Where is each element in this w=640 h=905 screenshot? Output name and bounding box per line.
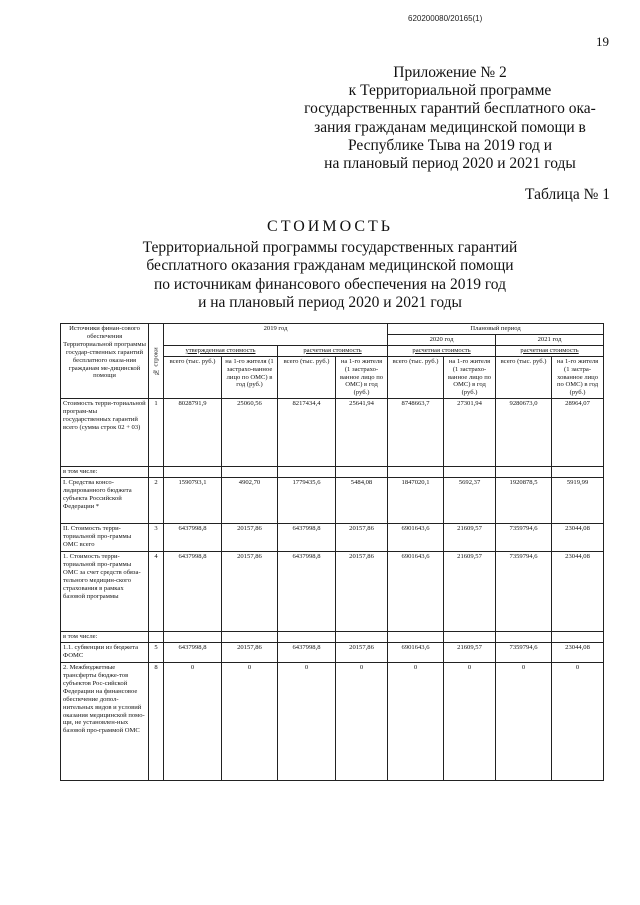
cell-value: 25060,56 [222,399,278,467]
document-title [120,218,540,313]
table-row [61,663,604,781]
row-label: в том числе: [61,467,149,478]
page-number: 19 [596,34,609,49]
cell-value: 8217434,4 [278,399,336,467]
cell-value: 25641,94 [336,399,388,467]
title-line: по источникам финансового обеспечения на 2019 год [154,275,506,293]
header-row-number: № строки [149,324,164,399]
row-number: 8 [149,663,164,781]
table-row [61,552,604,632]
cell-value: 23044,08 [552,552,604,632]
cell-value: 0 [496,663,552,781]
header-total: всего (тыс. руб.) [278,356,336,399]
cell-value: 1590793,1 [164,478,222,524]
cell-value: 20157,86 [336,524,388,552]
cell-value: 1847020,1 [388,478,444,524]
title-line: и на плановый период 2020 и 2021 годы [198,294,462,311]
header-calculated-cost: расчетная стоимость [278,345,388,356]
cell-value: 8028791,9 [164,399,222,467]
cell-value: 7359794,6 [496,552,552,632]
cell-value: 0 [552,663,604,781]
cell-value: 7359794,6 [496,643,552,663]
cell-value: 5692,37 [444,478,496,524]
cell-value: 23044,08 [552,524,604,552]
header-per-capita: на 1-го жителя (1 застрахо-ванное лицо по ОМС) в год (руб.) [444,356,496,399]
header-calculated-cost-2021: расчетная стоимость [496,345,604,356]
row-label: II. Стоимость терри-ториальной про-граммы ОМС всего [61,524,149,552]
cell-value: 28964,07 [552,399,604,467]
annex-line: государственных гарантий бесплатного ока- [304,100,596,118]
header-calculated-cost-2020: расчетная стоимость [388,345,496,356]
row-label: Стоимость терри-ториальной програм-мы государственных гарантий всего (сумма строк 02 + 03) [61,399,149,467]
cell-value: 6437998,8 [164,524,222,552]
header-total: всего (тыс. руб.) [388,356,444,399]
header-per-capita: на 1-го жителя (1 застрахо-ванное лицо по ОМС) в год (руб.) [222,356,278,399]
cell-value: 1920878,5 [496,478,552,524]
row-label: в том числе: [61,632,149,643]
header-per-capita: на 1-го жителя (1 застрахо-ванное лицо по ОМС) в год (руб.) [336,356,388,399]
cell-value: 23044,08 [552,643,604,663]
cell-value: 6437998,8 [164,643,222,663]
cell-value: 1779435,6 [278,478,336,524]
cell-value: 6437998,8 [278,643,336,663]
cell-value: 0 [388,663,444,781]
cell-value: 21609,57 [444,552,496,632]
header-year-2020: 2020 год [388,334,496,345]
cell-value: 0 [336,663,388,781]
row-label: 1. Стоимость терри-ториальной про-граммы ОМС за счет средств обяза-тельного медицин-ского страхования в рамках базовой программы [61,552,149,632]
header-year-2021: 2021 год [496,334,604,345]
row-number: 4 [149,552,164,632]
header-approved-cost: утвержденная стоимость [164,345,278,356]
header-year-2019: 2019 год [164,324,388,346]
cell-value: 21609,57 [444,524,496,552]
cell-value: 0 [222,663,278,781]
table-row [61,632,604,643]
header-planned-period: Плановый период [388,324,604,335]
annex-line: зания гражданам медицинской помощи в [314,118,586,136]
cell-value: 6901643,6 [388,552,444,632]
table-row [61,643,604,663]
cell-value: 6437998,8 [164,552,222,632]
cell-value: 20157,86 [222,643,278,663]
header-total: всего (тыс. руб.) [164,356,222,399]
row-number: 3 [149,524,164,552]
title-heading: СТОИМОСТЬ [267,218,393,235]
annex-line: Приложение № 2 [393,64,507,81]
annex-line: на плановый период 2020 и 2021 годы [324,155,576,173]
table-row [61,478,604,524]
cell-value: 0 [444,663,496,781]
row-number: 5 [149,643,164,663]
cost-table [60,323,604,781]
cell-value: 21609,57 [444,643,496,663]
cell-value: 0 [164,663,222,781]
row-number: 2 [149,478,164,524]
cell-value: 6437998,8 [278,524,336,552]
cell-value: 27301,94 [444,399,496,467]
row-label: I. Средства консо-лидированного бюджета субъекта Российской Федерации * [61,478,149,524]
document-id: 620200080/20165(1) [408,14,483,23]
cell-value: 20157,86 [336,552,388,632]
cell-value: 9280673,0 [496,399,552,467]
table-number: Таблица № 1 [525,186,610,203]
cell-value: 4902,70 [222,478,278,524]
row-label: 2. Межбюджетные трансферты бюдже-тов субъектов Рос-сийской Федерации на финансовое обеспечение допол-нительных видов и условий оказания медицинской помо-щи, не установлен-ных базовой про-граммой ОМС [61,663,149,781]
header-source: Источники финан-сового обеспечения Территориальной программы государ-ственных гарантий бесплатного оказа-ния гражданам ме-дицинской помощи [61,324,149,399]
cell-value: 5484,08 [336,478,388,524]
annex-line: Республике Тыва на 2019 год и [347,136,553,154]
cell-value: 0 [278,663,336,781]
title-line: бесплатного оказания гражданам медицинской помощи [146,257,514,274]
table-row [61,524,604,552]
row-number: 1 [149,399,164,467]
table-row [61,399,604,467]
header-per-capita: на 1-го жителя (1 застра-хованное лицо по ОМС) в год (руб.) [552,356,604,399]
cell-value: 6901643,6 [388,643,444,663]
cell-value: 5919,99 [552,478,604,524]
annex-header [290,64,610,173]
row-label: 1.1. субвенции из бюджета ФОМС [61,643,149,663]
cell-value: 20157,86 [222,552,278,632]
header-total: всего (тыс. руб.) [496,356,552,399]
cell-value: 6901643,6 [388,524,444,552]
cell-value: 6437998,8 [278,552,336,632]
cell-value: 20157,86 [222,524,278,552]
title-line: Территориальной программы государственных гарантий [142,238,518,256]
cell-value: 7359794,6 [496,524,552,552]
annex-line: к Территориальной программе [348,82,552,100]
cell-value: 8748663,7 [388,399,444,467]
table-row [61,467,604,478]
cell-value: 20157,86 [336,643,388,663]
